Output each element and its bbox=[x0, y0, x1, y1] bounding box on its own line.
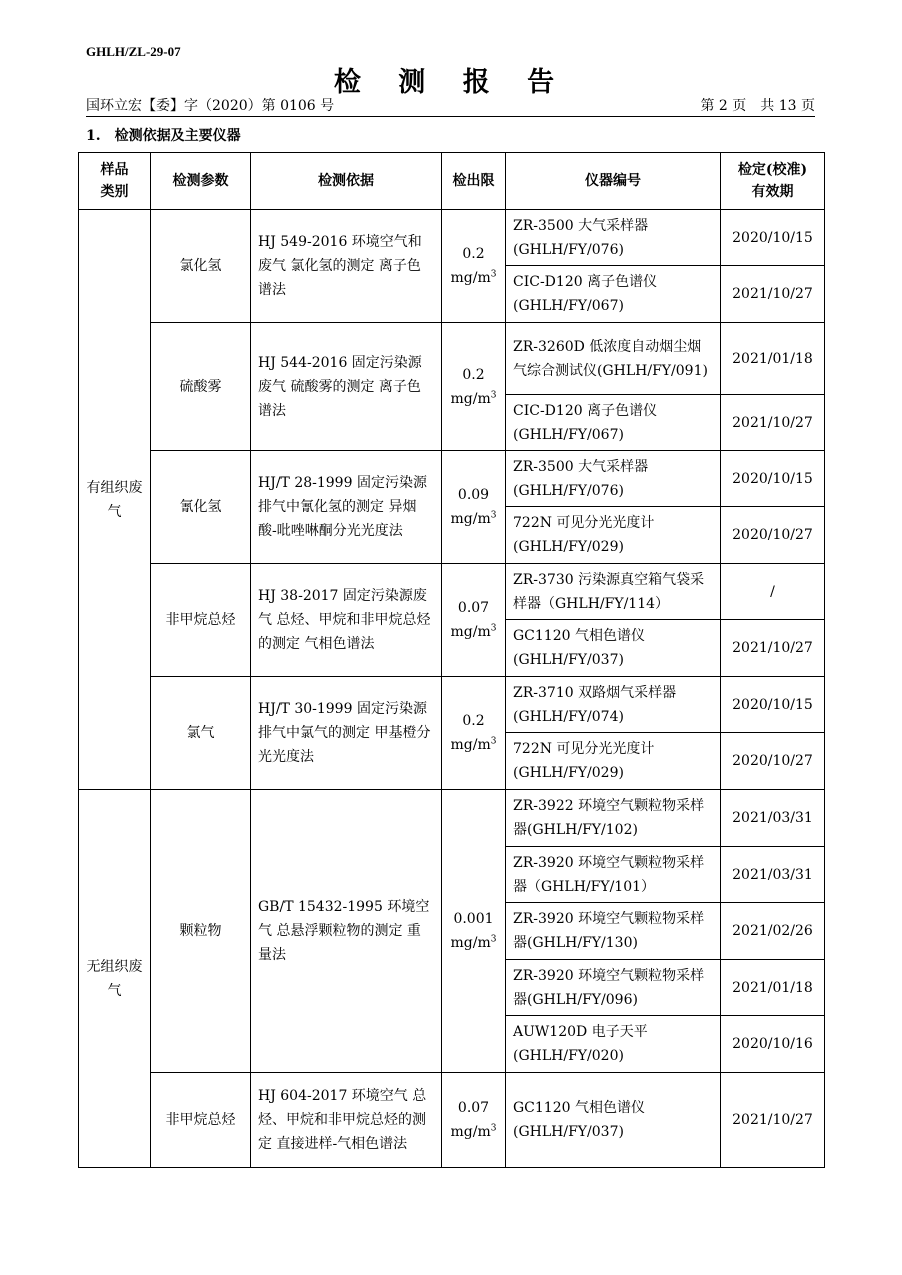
param-cell: 氯化氢 bbox=[151, 210, 251, 323]
limit-cell: 0.001 $mg/m^3$ bbox=[442, 790, 506, 1073]
group-organized: 有组织废气 bbox=[79, 210, 151, 790]
group-unorganized: 无组织废气 bbox=[79, 790, 151, 1168]
table-row bbox=[79, 564, 825, 620]
page-info: 第 2 页 共 13 页 bbox=[700, 98, 815, 114]
valid-cell: 2021/02/26 bbox=[721, 903, 825, 960]
table-row bbox=[79, 451, 825, 507]
table-header-row bbox=[79, 153, 825, 210]
param-cell: 硫酸雾 bbox=[151, 323, 251, 451]
instrument-cell: AUW120D 电子天平(GHLH/FY/020) bbox=[506, 1016, 721, 1073]
header-sample-category: 样品 类别 bbox=[79, 153, 151, 210]
basis-cell: HJ/T 30-1999 固定污染源排气中氯气的测定 甲基橙分光光度法 bbox=[251, 677, 442, 790]
valid-cell: 2021/03/31 bbox=[721, 790, 825, 847]
limit-cell: 0.2 $mg/m^3$ bbox=[442, 323, 506, 451]
report-header-line bbox=[86, 98, 815, 117]
valid-cell: / bbox=[721, 564, 825, 620]
valid-cell: 2021/10/27 bbox=[721, 1073, 825, 1168]
instrument-cell: GC1120 气相色谱仪(GHLH/FY/037) bbox=[506, 620, 721, 677]
header-limit: 检出限 bbox=[442, 153, 506, 210]
valid-cell: 2021/01/18 bbox=[721, 960, 825, 1016]
valid-cell: 2020/10/15 bbox=[721, 210, 825, 266]
valid-cell: 2021/01/18 bbox=[721, 323, 825, 395]
limit-cell: 0.09 $mg/m^3$ bbox=[442, 451, 506, 564]
header-param: 检测参数 bbox=[151, 153, 251, 210]
instrument-cell: ZR-3920 环境空气颗粒物采样器(GHLH/FY/130) bbox=[506, 903, 721, 960]
valid-cell: 2020/10/15 bbox=[721, 677, 825, 733]
instrument-cell: CIC-D120 离子色谱仪(GHLH/FY/067) bbox=[506, 266, 721, 323]
instrument-cell: GC1120 气相色谱仪(GHLH/FY/037) bbox=[506, 1073, 721, 1168]
instrument-cell: ZR-3922 环境空气颗粒物采样器(GHLH/FY/102) bbox=[506, 790, 721, 847]
report-title: 检 测 报 告 bbox=[333, 67, 569, 98]
basis-cell: HJ 549-2016 环境空气和废气 氯化氢的测定 离子色谱法 bbox=[251, 210, 442, 323]
instrument-cell: 722N 可见分光光度计(GHLH/FY/029) bbox=[506, 507, 721, 564]
basis-cell: HJ 38-2017 固定污染源废气 总烃、甲烷和非甲烷总烃的测定 气相色谱法 bbox=[251, 564, 442, 677]
header-instrument: 仪器编号 bbox=[506, 153, 721, 210]
table-row bbox=[79, 790, 825, 847]
instrument-cell: ZR-3920 环境空气颗粒物采样器(GHLH/FY/096) bbox=[506, 960, 721, 1016]
table-row bbox=[79, 210, 825, 266]
instrument-cell: ZR-3500 大气采样器(GHLH/FY/076) bbox=[506, 210, 721, 266]
instrument-cell: ZR-3730 污染源真空箱气袋采样器（GHLH/FY/114） bbox=[506, 564, 721, 620]
report-number: 国环立宏【委】字（2020）第 0106 号 bbox=[86, 98, 335, 114]
valid-cell: 2020/10/15 bbox=[721, 451, 825, 507]
instrument-cell: ZR-3260D 低浓度自动烟尘烟气综合测试仪(GHLH/FY/091) bbox=[506, 323, 721, 395]
param-cell: 颗粒物 bbox=[151, 790, 251, 1073]
instrument-cell: ZR-3500 大气采样器(GHLH/FY/076) bbox=[506, 451, 721, 507]
valid-cell: 2020/10/16 bbox=[721, 1016, 825, 1073]
header-basis: 检测依据 bbox=[251, 153, 442, 210]
instrument-cell: CIC-D120 离子色谱仪(GHLH/FY/067) bbox=[506, 395, 721, 451]
instrument-cell: 722N 可见分光光度计(GHLH/FY/029) bbox=[506, 733, 721, 790]
valid-cell: 2020/10/27 bbox=[721, 733, 825, 790]
valid-cell: 2021/10/27 bbox=[721, 266, 825, 323]
instrument-cell: ZR-3710 双路烟气采样器(GHLH/FY/074) bbox=[506, 677, 721, 733]
param-cell: 氯气 bbox=[151, 677, 251, 790]
param-cell: 非甲烷总烃 bbox=[151, 564, 251, 677]
limit-cell: 0.2 $mg/m^3$ bbox=[442, 677, 506, 790]
param-cell: 氰化氢 bbox=[151, 451, 251, 564]
param-cell: 非甲烷总烃 bbox=[151, 1073, 251, 1168]
table-row bbox=[79, 323, 825, 395]
basis-instrument-table bbox=[78, 152, 825, 1168]
header-valid: 检定(校准) 有效期 bbox=[721, 153, 825, 210]
basis-cell: HJ 544-2016 固定污染源废气 硫酸雾的测定 离子色谱法 bbox=[251, 323, 442, 451]
valid-cell: 2020/10/27 bbox=[721, 507, 825, 564]
limit-cell: 0.07 $mg/m^3$ bbox=[442, 564, 506, 677]
valid-cell: 2021/10/27 bbox=[721, 395, 825, 451]
table-row bbox=[79, 1073, 825, 1168]
section-title: 1. 检测依据及主要仪器 bbox=[86, 128, 241, 144]
basis-cell: HJ/T 28-1999 固定污染源排气中氰化氢的测定 异烟酸-吡唑啉酮分光光度法 bbox=[251, 451, 442, 564]
basis-cell: HJ 604-2017 环境空气 总烃、甲烷和非甲烷总烃的测定 直接进样-气相色谱法 bbox=[251, 1073, 442, 1168]
limit-cell: 0.2 $mg/m^3$ bbox=[442, 210, 506, 323]
valid-cell: 2021/10/27 bbox=[721, 620, 825, 677]
table-row bbox=[79, 677, 825, 733]
basis-cell: GB/T 15432-1995 环境空气 总悬浮颗粒物的测定 重量法 bbox=[251, 790, 442, 1073]
instrument-cell: ZR-3920 环境空气颗粒物采样器（GHLH/FY/101） bbox=[506, 847, 721, 903]
limit-cell: 0.07 $mg/m^3$ bbox=[442, 1073, 506, 1168]
document-code: GHLH/ZL-29-07 bbox=[86, 44, 181, 59]
valid-cell: 2021/03/31 bbox=[721, 847, 825, 903]
